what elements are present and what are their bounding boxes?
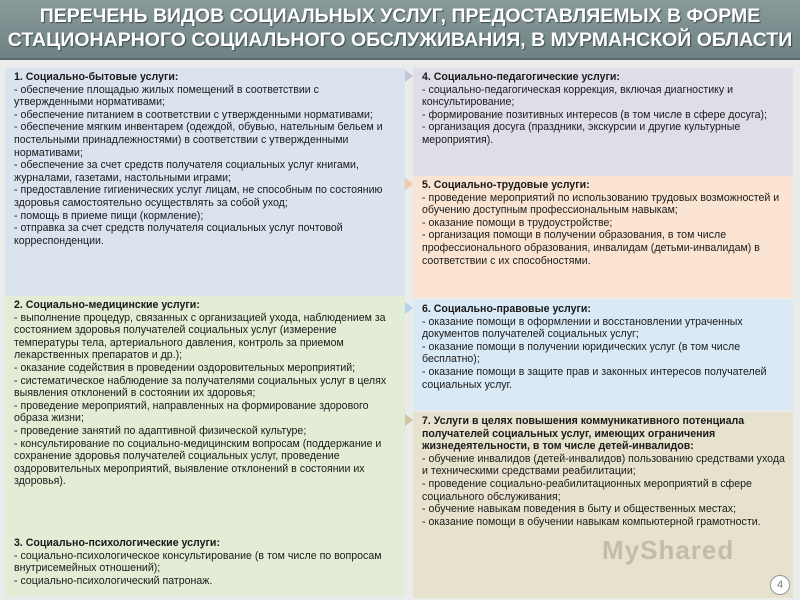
connector-arrow — [405, 414, 413, 426]
watermark-logo: MyShared — [602, 535, 735, 565]
list-item: - помощь в приеме пищи (кормление); — [14, 209, 204, 222]
list-item: - формирование позитивных интересов (в том числе в сфере досуга); — [422, 108, 767, 121]
panel-social-household — [5, 68, 405, 296]
list-item: - оказание помощи в трудоустройстве; — [422, 216, 613, 229]
list-item: - обучение навыкам поведения в быту и общественных местах; — [422, 503, 737, 516]
list-item: - проведение мероприятий по использованию трудовых возможностей и обучению доступным профессиональным навыкам; — [422, 191, 780, 217]
list-item: - консультирование по социально-медицинским вопросам (поддержание и сохранение здоровья получателей социальных услуг, проведение оздоровительных мероприятий, выявление отклонений в состоянии их здоровья). — [14, 437, 382, 488]
list-item: - систематическое наблюдение за получателями социальных услуг в целях выявления отклонений в состоянии их здоровья; — [14, 374, 387, 400]
panel-heading: 1. Социально-бытовые услуги: — [14, 71, 179, 83]
panel-social-psychological — [5, 534, 405, 596]
title-bar — [0, 0, 800, 60]
list-item: - обеспечение питанием в соответствии с утвержденными нормативами; — [14, 108, 373, 121]
list-item: - оказание помощи в оформлении и восстановлении утраченных документов получателей социальных услуг; — [422, 315, 743, 341]
list-item: - проведение занятий по адаптивной физической культуре; — [14, 424, 307, 437]
list-item: - выполнение процедур, связанных с организацией ухода, наблюдением за состоянием здоровья получателей социальных услуг (измерение температуры тела, артериального давления, контроль за приемом лекарственных препаратов и др.); — [14, 311, 386, 362]
list-item: - оказание помощи в защите прав и законных интересов получателей социальных услуг. — [422, 365, 767, 391]
list-item: - организация досуга (праздники, экскурсии и другие культурные мероприятия). — [422, 121, 741, 146]
list-item: - обеспечение мягким инвентарем (одеждой, обувью, нательным бельем и постельными принадлежностями) в соответствии с утвержденными нормативами; — [14, 121, 383, 159]
list-item: - проведение социально-реабилитационных мероприятий в сфере социального обслуживания; — [422, 477, 752, 503]
list-item: - предоставление гигиенических услуг лицам, не способным по состоянию здоровья самостоятельно осуществлять за собой уход; — [14, 184, 383, 209]
panel-social-legal — [413, 300, 793, 410]
list-item: - оказание помощи в получении юридических услуг (в том числе бесплатно); — [422, 340, 741, 366]
list-item: - организация помощи в получении образования, в том числе профессионального образования, инвалидам (детьми-инвалидам) в соответствии с их способностями. — [422, 229, 760, 267]
connector-arrow — [405, 302, 413, 314]
panel-social-pedagogical — [413, 68, 793, 176]
panel-heading: 6. Социально-правовые услуги: — [422, 303, 591, 315]
list-item: - оказание содействия в проведении оздоровительных мероприятий; — [14, 361, 356, 374]
list-item: - обучение инвалидов (детей-инвалидов) пользованию средствами ухода и техническими средствами реабилитации; — [422, 452, 785, 478]
page-number-badge: 4 — [770, 575, 790, 595]
connector-arrow — [405, 70, 413, 82]
panel-heading: 2. Социально-медицинские услуги: — [14, 299, 200, 311]
panel-heading: 7. Услуги в целях повышения коммуникативного потенциала получателей социальных услуг, имеющих ограничения жизнедеятельности, в том числе детей-инвалидов: — [422, 415, 745, 453]
list-item: - обеспечение площадью жилых помещений в соответствии с утвержденными нормативами; — [14, 83, 319, 109]
title-line-2: СТАЦИОНАРНОГО СОЦИАЛЬНОГО ОБСЛУЖИВАНИЯ, В МУРМАНСКОЙ ОБЛАСТИ — [7, 29, 793, 51]
panel-communicative-potential — [413, 412, 793, 598]
title-line-1: ПЕРЕЧЕНЬ ВИДОВ СОЦИАЛЬНЫХ УСЛУГ, ПРЕДОСТАВЛЯЕМЫХ В ФОРМЕ — [39, 5, 761, 27]
connector-arrow — [405, 178, 413, 190]
list-item: - отправка за счет средств получателя социальных услуг почтовой корреспонденции. — [14, 222, 343, 247]
panel-heading: 4. Социально-педагогические услуги: — [422, 71, 620, 83]
list-item: - обеспечение за счет средств получателя социальных услуг книгами, журналами, газетами, настольными играми; — [14, 159, 359, 184]
list-item: - оказание помощи в обучении навыкам компьютерной грамотности. — [422, 515, 761, 528]
page-title — [0, 4, 800, 52]
list-item: - социально-психологический патронаж. — [14, 574, 213, 587]
panel-heading: 3. Социально-психологические услуги: — [14, 537, 220, 549]
panel-social-medical — [5, 296, 405, 534]
list-item: - социально-психологическое консультирование (в том числе по вопросам внутрисемейных отношений); — [14, 549, 382, 575]
panel-heading: 5. Социально-трудовые услуги: — [422, 179, 590, 191]
list-item: - проведение мероприятий, направленных на формирование здорового образа жизни; — [14, 399, 369, 425]
list-item: - социально-педагогическая коррекция, включая диагностику и консультирование; — [422, 83, 734, 109]
panel-social-labor — [413, 176, 793, 298]
